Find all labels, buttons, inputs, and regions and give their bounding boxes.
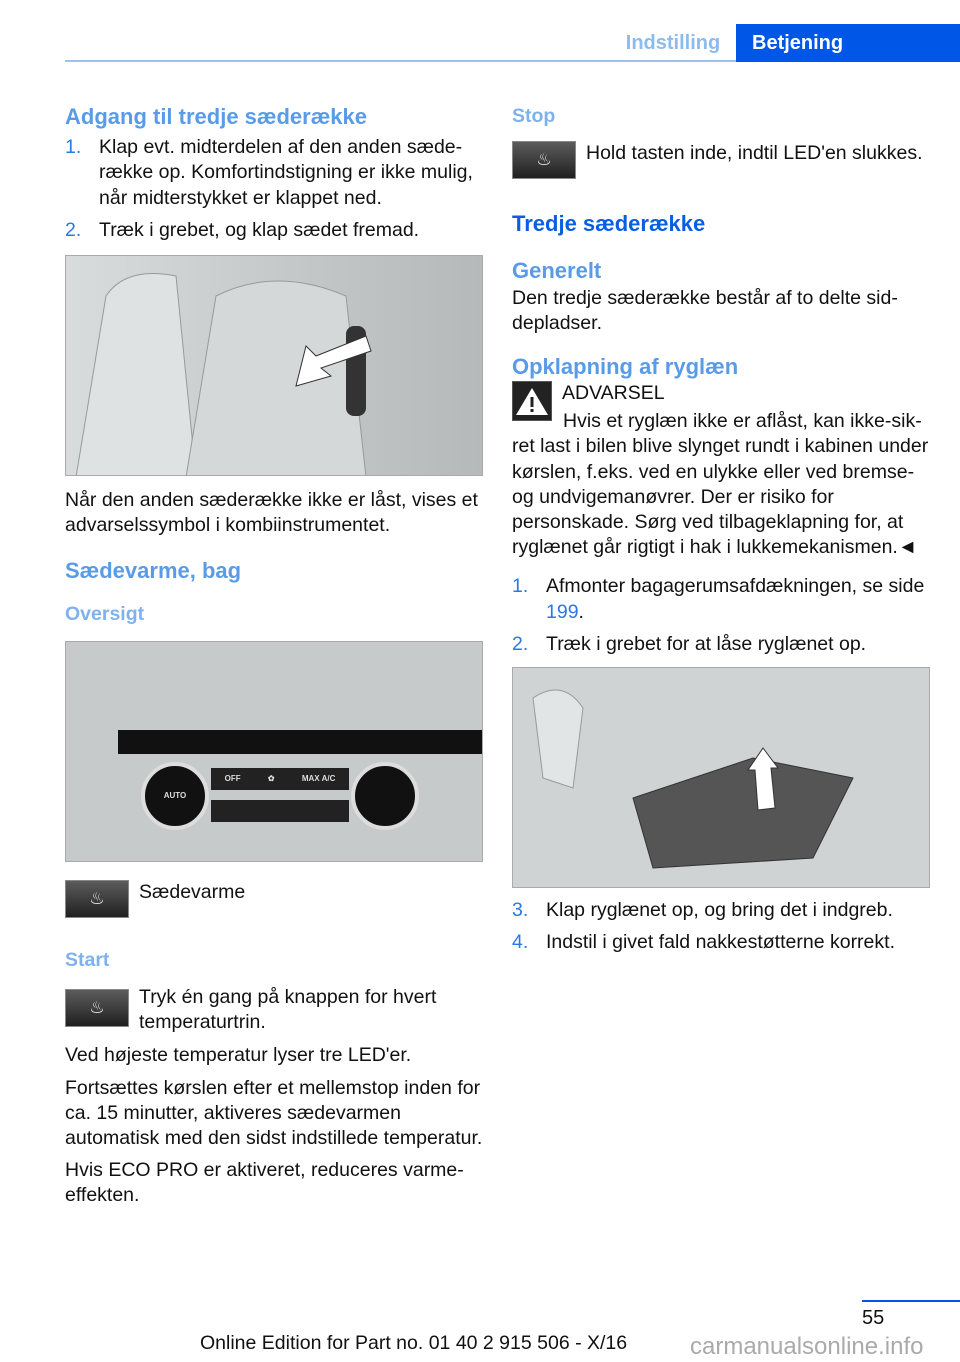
right-knob: [351, 762, 419, 830]
tab-indstilling[interactable]: Indstilling: [625, 32, 721, 54]
start-text: Tryk én gang på knappen for hvert temperaturtrin.: [139, 986, 437, 1034]
seat-heating-icon: ♨: [65, 989, 129, 1027]
left-column: [65, 104, 483, 1216]
off-label: OFF: [224, 774, 241, 784]
step-text: Afmonter bagagerumsafdækningen, se side: [546, 575, 925, 598]
auto-label: AUTO: [163, 791, 187, 801]
list-item: [512, 632, 930, 657]
paragraph: Ved højeste temperatur lyser tre LED'er.: [65, 1044, 412, 1067]
step-number: 1.: [512, 575, 529, 598]
seat-lever-arrow-icon: [66, 256, 482, 476]
heading-access: Adgang til tredje sæderække: [65, 104, 367, 129]
step-text: Klap evt. midterdelen af den anden sæderække op. Komfortindstigning er ikke mulig, når midterstykket er klappet ned.: [99, 136, 473, 209]
step-number: 1.: [65, 136, 82, 159]
right-column: [512, 104, 930, 962]
fan-icon: ✿: [267, 774, 275, 784]
stop-instruction: [512, 141, 930, 179]
climate-panel-illustration: [65, 641, 483, 862]
list-item: [512, 930, 930, 955]
heading-general: Generelt: [512, 258, 602, 284]
heading-overview: Oversigt: [65, 602, 145, 625]
list-item: [65, 135, 483, 211]
seat-heating-label: Sædevarme: [139, 880, 246, 903]
footer-rule: [862, 1300, 960, 1302]
seat-heat-buttons: [211, 800, 349, 822]
list-item: [512, 898, 930, 923]
heading-third-row: Tredje sæderække: [512, 211, 706, 237]
start-instruction: [65, 985, 483, 1035]
backrest-up-arrow-icon: [513, 668, 929, 888]
list-item: [512, 574, 930, 624]
step-text: Træk i grebet for at låse ryglænet op.: [546, 632, 867, 655]
step-text: Indstil i givet fald nakkestøtterne korrekt.: [546, 931, 895, 954]
paragraph: Hvis ECO PRO er aktiveret, reduceres varmeeffekten.: [65, 1159, 464, 1207]
climate-buttons: [211, 768, 349, 790]
heading-fold-backrest: Opklapning af ryglæn: [512, 354, 739, 380]
seat-heating-legend: [65, 880, 483, 918]
warning-text: Hvis et ryglæn ikke er aflåst, kan ikke-sikret last i bilen blive slynget rundt i kabinen under kørslen, f.eks. ved en ulykke eller ved bremse- og undvigemanøvrer. Der er risiko for personskade. Sørg ved tilbageklapning for, at ryglænet går rigtigt i hak i lukkemekanismen.◄: [512, 410, 929, 559]
display-strip: [118, 730, 483, 754]
warning-title: ADVARSEL: [562, 382, 665, 405]
step-text: Træk i grebet, og klap sædet fremad.: [99, 218, 420, 241]
step-number: 2.: [512, 632, 529, 655]
tab-betjening[interactable]: Betjening: [736, 24, 960, 62]
heading-stop: Stop: [512, 105, 556, 127]
general-paragraph: Den tredje sæderække består af to delte siddepladser.: [512, 286, 898, 334]
seat-heating-icon: ♨: [512, 141, 576, 179]
trunk-illustration: [512, 667, 930, 888]
heading-start: Start: [65, 948, 110, 971]
step-number: 4.: [512, 931, 529, 954]
seat-heating-icon: ♨: [65, 880, 129, 918]
step-number: 2.: [65, 218, 82, 241]
page-number: 55: [862, 1307, 885, 1329]
page-link[interactable]: 199: [546, 600, 579, 623]
steps-fold-continued: [512, 898, 930, 955]
watermark: carmanualsonline.info: [690, 1333, 924, 1360]
seat-illustration: [65, 255, 483, 476]
step-text: Klap ryglænet op, og bring det i indgreb.: [546, 899, 893, 922]
steps-access: [65, 135, 483, 243]
heading-seat-heating: Sædevarme, bag: [65, 558, 242, 584]
warning-paragraph: Når den anden sæderække ikke er låst, vises et advarselssymbol i kombiinstrumentet.: [65, 489, 478, 537]
warning-triangle-icon: [512, 381, 552, 421]
auto-knob: [141, 762, 209, 830]
edition-text: Online Edition for Part no. 01 40 2 915 506 - X/16: [200, 1332, 628, 1354]
stop-text: Hold tasten inde, indtil LED'en slukkes.: [586, 142, 923, 165]
max-ac-label: MAX A/C: [301, 774, 336, 784]
steps-fold: [512, 574, 930, 657]
list-item: [65, 218, 483, 243]
step-number: 3.: [512, 899, 529, 922]
paragraph: Fortsættes kørslen efter et mellemstop inden for ca. 15 minutter, aktiveres sædevarmen automatisk med den sidst indstillede temperatur.: [65, 1076, 483, 1150]
step-text: .: [578, 600, 584, 623]
